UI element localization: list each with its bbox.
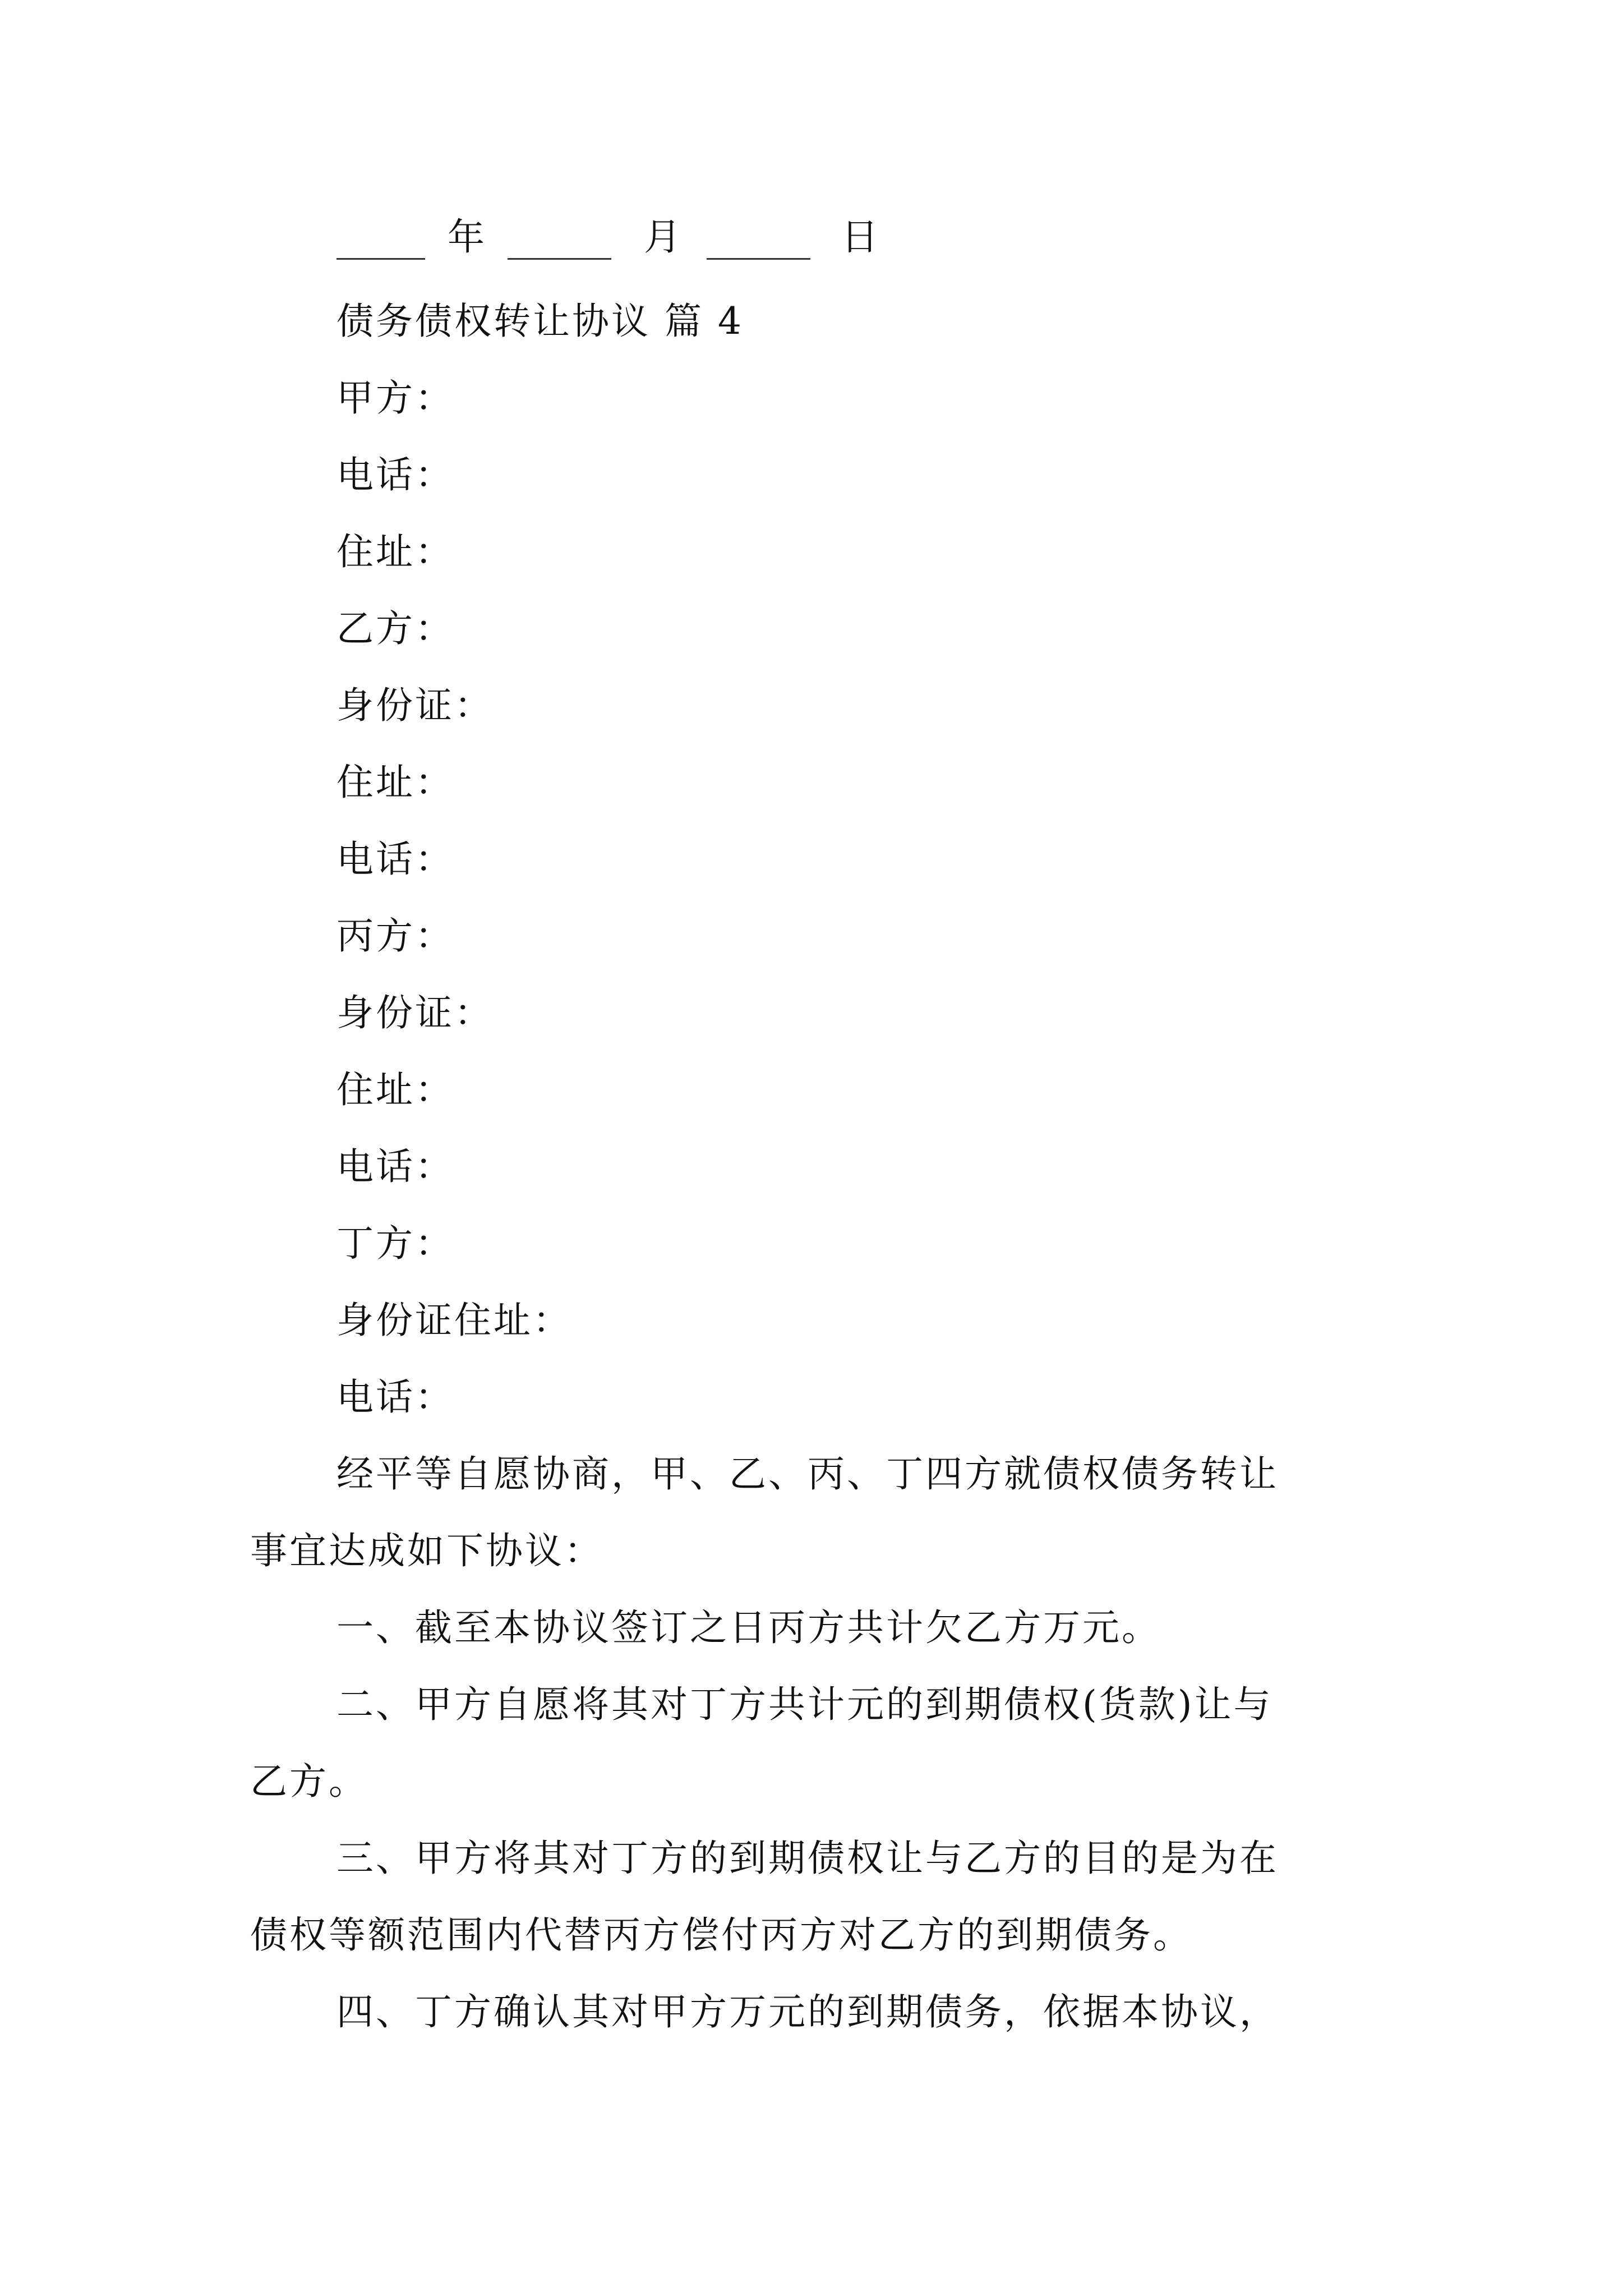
clause-4-line-1: 四、丁方确认其对甲方万元的到期债务，依据本协议， bbox=[336, 1990, 1279, 2033]
field-party-c-address: 住址： bbox=[336, 1068, 454, 1111]
signature-date-line bbox=[336, 212, 953, 263]
month-label: 月 bbox=[644, 215, 681, 259]
field-party-b-id: 身份证： bbox=[336, 684, 494, 727]
day-blank[interactable] bbox=[707, 258, 810, 260]
clause-1-line-1: 一、截至本协议签订之日丙方共计欠乙方万元。 bbox=[336, 1606, 1161, 1649]
field-party-a-address: 住址： bbox=[336, 530, 454, 573]
field-party-a: 甲方： bbox=[336, 376, 454, 420]
document-title: 债务债权转让协议 篇 4 bbox=[336, 300, 744, 343]
field-party-d: 丁方： bbox=[336, 1222, 454, 1265]
paragraph-intro-line-1: 经平等自愿协商，甲、乙、丙、丁四方就债权债务转让 bbox=[336, 1452, 1279, 1496]
field-party-b-address: 住址： bbox=[336, 761, 454, 804]
field-party-a-phone: 电话： bbox=[336, 453, 454, 496]
day-label: 日 bbox=[841, 215, 878, 259]
month-blank[interactable] bbox=[508, 258, 611, 260]
year-blank[interactable] bbox=[336, 258, 425, 260]
field-party-c-id: 身份证： bbox=[336, 991, 494, 1034]
field-party-d-id-address: 身份证住址： bbox=[336, 1299, 572, 1342]
field-party-b: 乙方： bbox=[336, 607, 454, 650]
clause-2-line-1: 二、甲方自愿将其对丁方共计元的到期债权(货款)让与 bbox=[336, 1683, 1273, 1726]
clause-3-line-2: 债权等额范围内代替丙方偿付丙方对乙方的到期债务。 bbox=[250, 1913, 1192, 1957]
clause-3-line-1: 三、甲方将其对丁方的到期债权让与乙方的目的是为在 bbox=[336, 1837, 1279, 1880]
paragraph-intro-line-2: 事宜达成如下协议： bbox=[250, 1529, 603, 1572]
year-label: 年 bbox=[448, 215, 485, 259]
field-party-c-phone: 电话： bbox=[336, 1145, 454, 1188]
field-party-c: 丙方： bbox=[336, 914, 454, 958]
field-party-d-phone: 电话： bbox=[336, 1375, 454, 1419]
field-party-b-phone: 电话： bbox=[336, 838, 454, 881]
clause-2-line-2: 乙方。 bbox=[250, 1760, 368, 1803]
